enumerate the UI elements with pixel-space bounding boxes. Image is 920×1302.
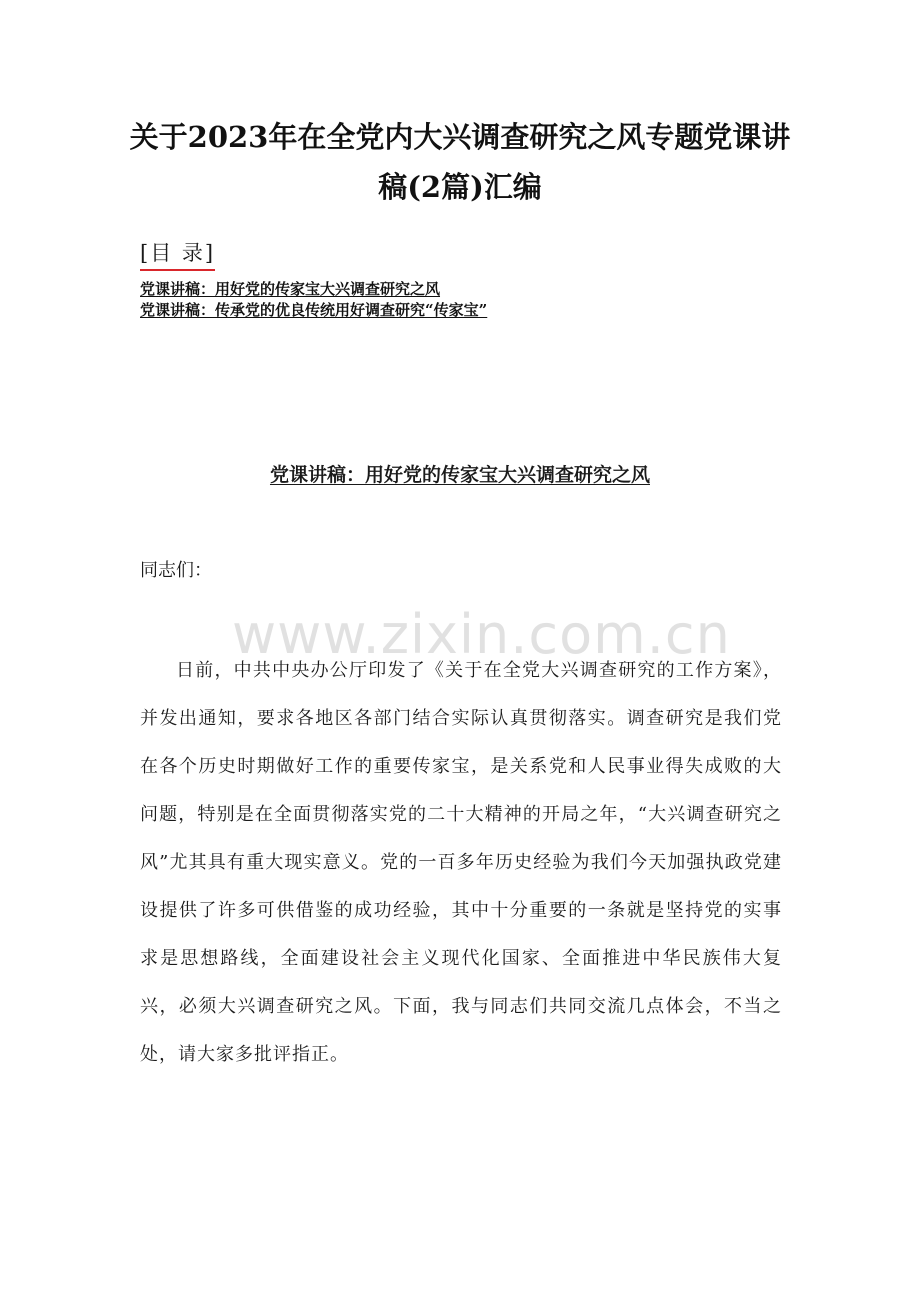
salutation: 同志们：	[140, 560, 212, 581]
toc-item-2[interactable]: 党课讲稿：传承党的优良传统用好调查研究“传家宝”	[140, 301, 488, 319]
toc-item-1[interactable]: 党课讲稿：用好党的传家宝大兴调查研究之风	[140, 280, 441, 298]
body-paragraph: 日前，中共中央办公厅印发了《关于在全党大兴调查研究的工作方案》，并发出通知，要求各地区各部门结合实际认真贯彻落实。调查研究是我们党在各个历史时期做好工作的重要传家宝，是关系党和人民事业得失成败的大问题，特别是在全面贯彻落实党的二十大精神的开局之年，“大兴调查研究之风”尤其具有重大现实意义。党的一百多年历史经验为我们今天加强执政党建设提供了许多可供借鉴的成功经验，其中十分重要的一条就是坚持党的实事求是思想路线，全面建设社会主义现代化国家、全面推进中华民族伟大复兴，必须大兴调查研究之风。下面，我与同志们共同交流几点体会，不当之处，请大家多批评指正。	[140, 660, 782, 1065]
section-title: 党课讲稿：用好党的传家宝大兴调查研究之风	[269, 464, 650, 486]
document-title: 关于2023年在全党内大兴调查研究之风专题党课讲稿(2篇)汇编	[129, 120, 791, 204]
toc-list	[140, 279, 780, 321]
table-of-contents	[140, 238, 780, 321]
toc-heading: [目 录]	[140, 238, 215, 271]
watermark: www.zixin.com.cn	[232, 603, 731, 666]
